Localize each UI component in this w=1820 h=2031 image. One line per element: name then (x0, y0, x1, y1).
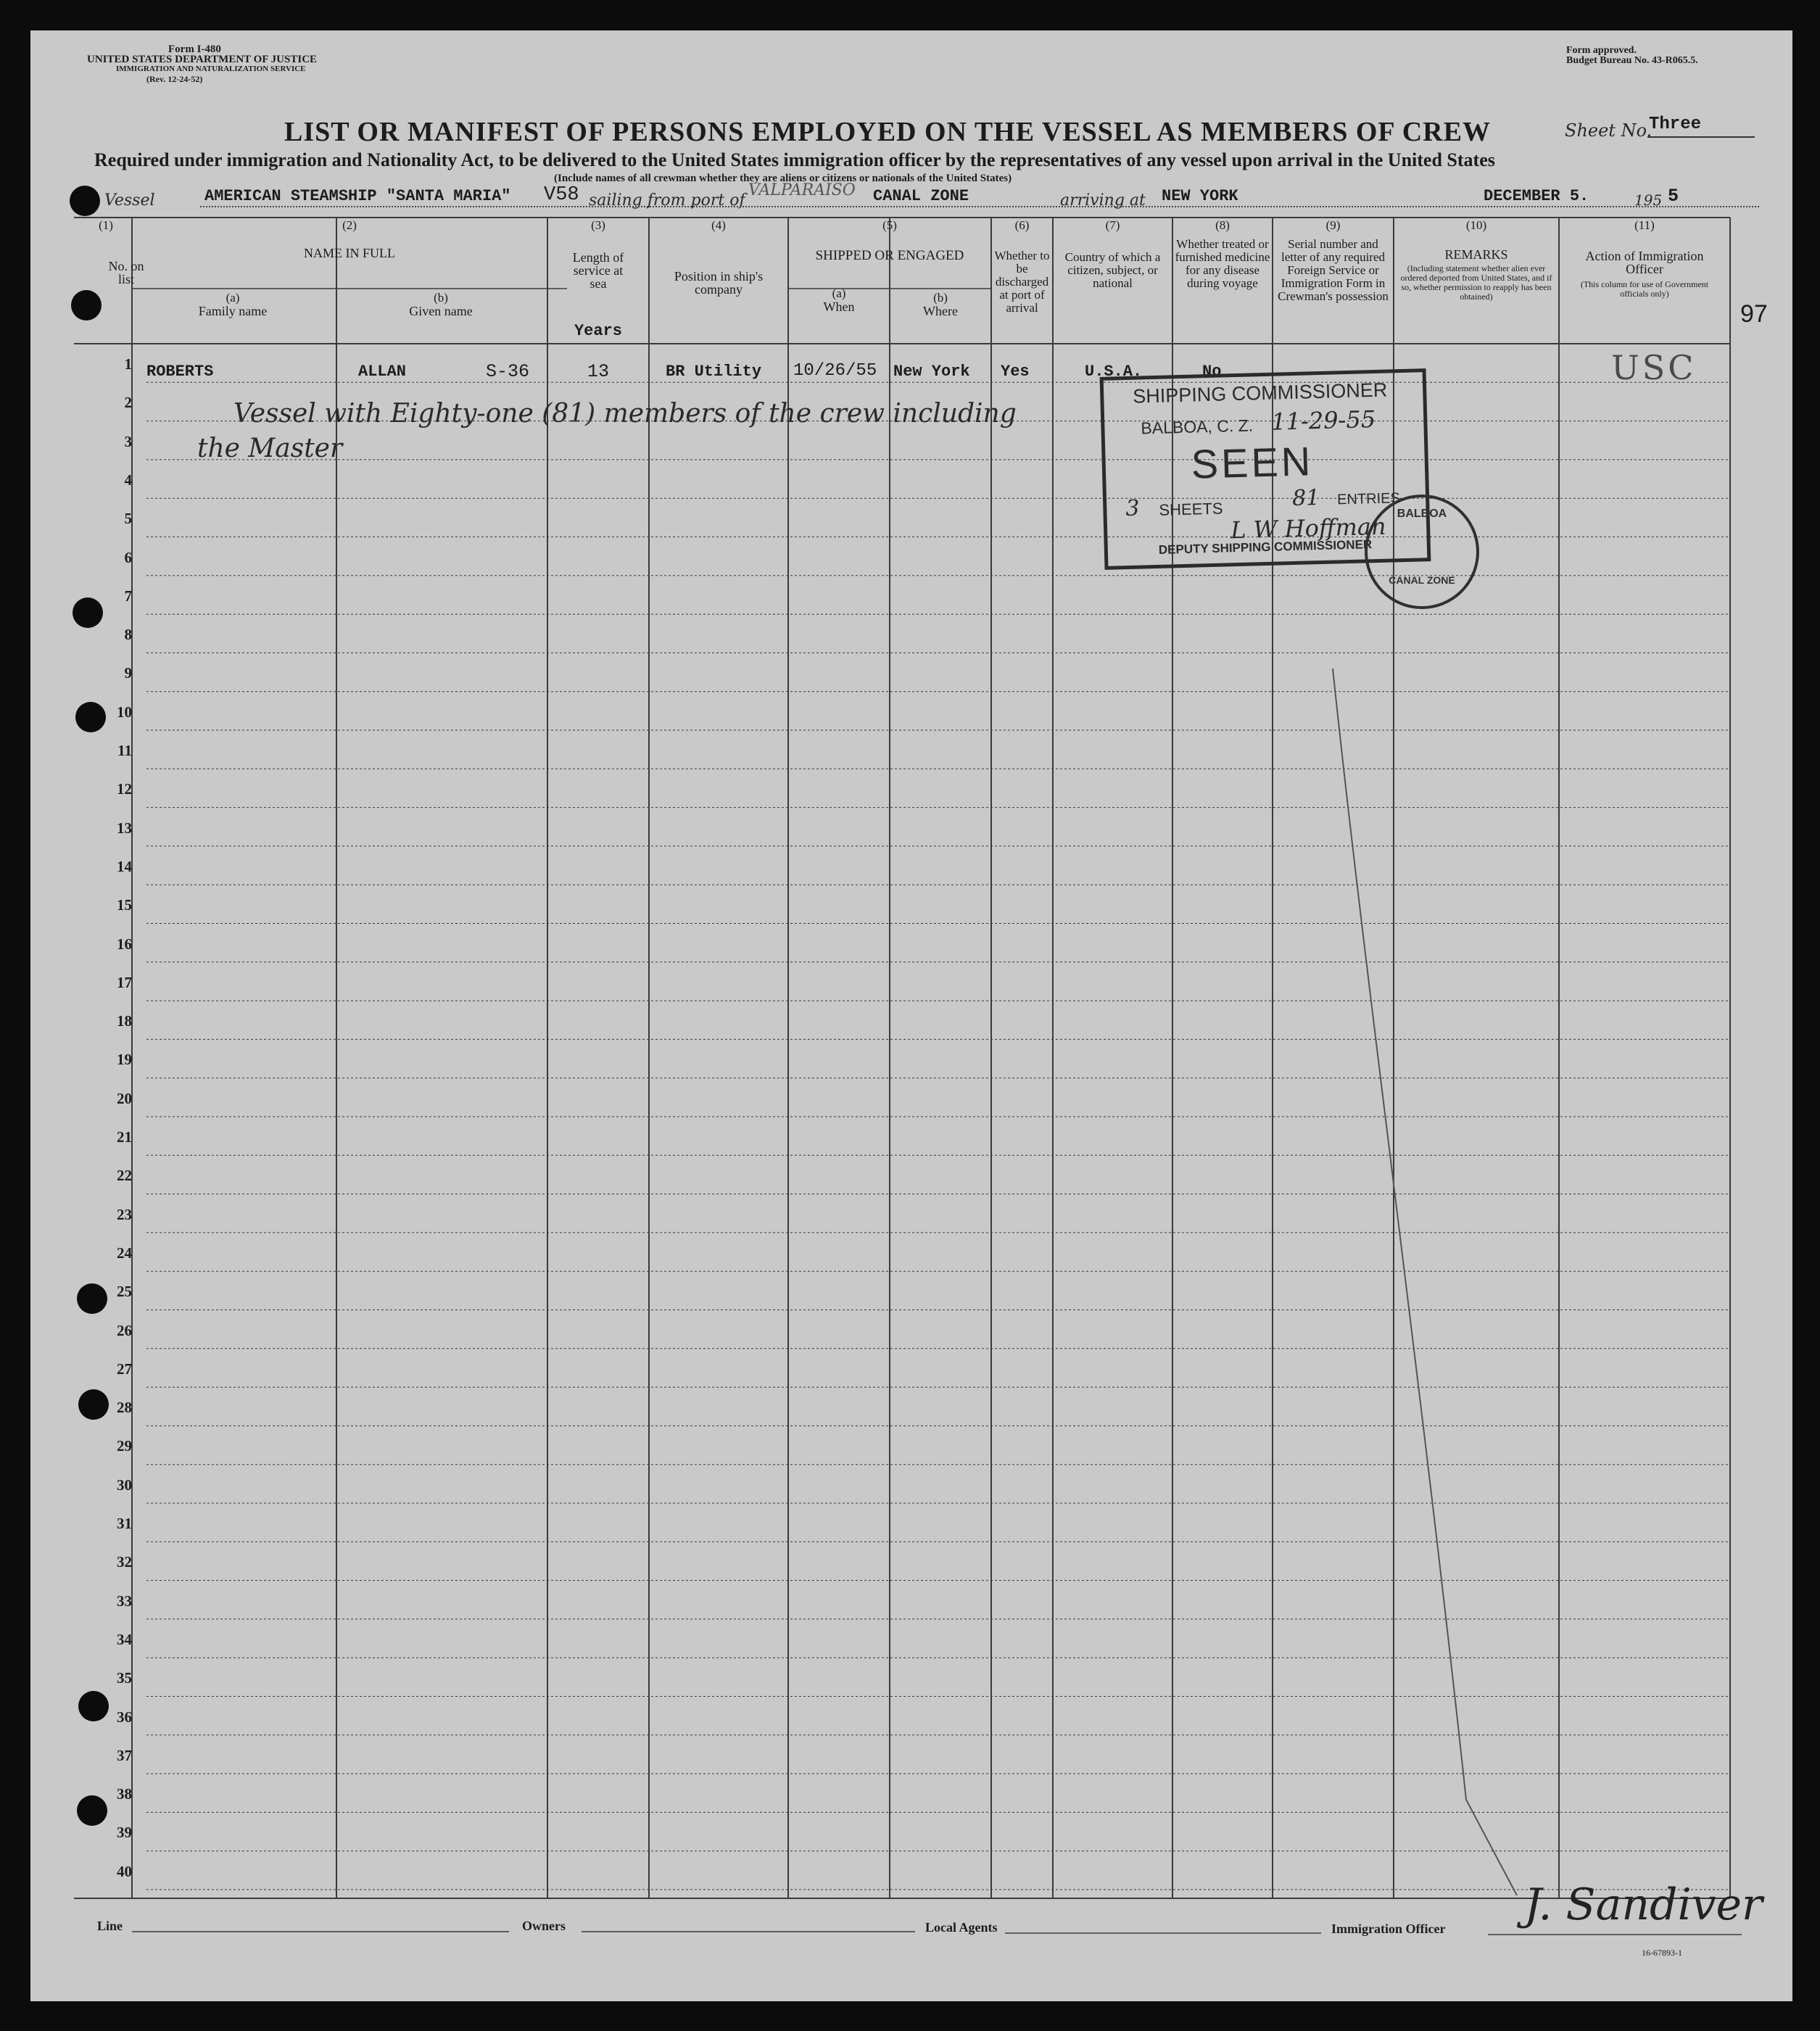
row-number: 2 (124, 394, 132, 412)
row-number: 40 (117, 1862, 132, 1880)
col4-number: (4) (711, 218, 726, 232)
service: IMMIGRATION AND NATURALIZATION SERVICE (116, 65, 306, 73)
year-prefix: 195 (1634, 191, 1663, 209)
punch-hole (71, 290, 102, 320)
footer-agents-label: Local Agents (925, 1920, 998, 1935)
entry-given-name: ALLAN (358, 363, 407, 381)
col1-number: (1) (99, 218, 113, 232)
seal-top: BALBOA (1397, 508, 1447, 520)
row-number: 30 (117, 1476, 132, 1494)
sheet-value: Three (1649, 115, 1702, 134)
year-suffix: 5 (1668, 186, 1679, 207)
col2b-number: (b) (434, 291, 448, 305)
row-number: 25 (117, 1283, 132, 1301)
punch-hole (77, 1283, 107, 1314)
row-number: 31 (117, 1515, 132, 1532)
stray-pen-line (1333, 669, 1517, 1895)
revision: (Rev. 12-24-52) (146, 74, 203, 84)
entry-where: New York (893, 363, 970, 381)
footer-owners-label: Owners (522, 1919, 566, 1933)
stamp-deputy: DEPUTY SHIPPING COMMISSIONER (1158, 537, 1373, 557)
arriving-label: arriving at (1060, 191, 1146, 210)
col8-label: Whether treated or furnished medicine for any disease during voyage (1175, 237, 1270, 290)
form-title: LIST OR MANIFEST OF PERSONS EMPLOYED ON THE VESSEL AS MEMBERS OF CREW (284, 117, 1491, 147)
row-number: 37 (117, 1746, 132, 1764)
entry-action: USC (1611, 348, 1697, 387)
row-number: 12 (117, 780, 132, 798)
entry-position: BR Utility (666, 363, 762, 381)
row-number: 7 (124, 587, 132, 605)
row-number: 16 (117, 935, 132, 953)
col10-number: (10) (1465, 218, 1487, 232)
entry-years: 13 (587, 361, 609, 382)
row-number: 39 (117, 1824, 132, 1842)
stamp-signature: L W Hoffman (1230, 512, 1386, 545)
row-number: 32 (117, 1553, 132, 1571)
col5-number: (5) (882, 218, 897, 232)
col6-label: Whether to be discharged at port of arrival (994, 249, 1050, 315)
row-number: 33 (117, 1592, 132, 1610)
row-number: 15 (117, 896, 132, 914)
stamp-sheets-count: 3 (1125, 495, 1140, 522)
punch-hole (78, 1691, 109, 1721)
row-number: 19 (117, 1051, 132, 1069)
row-number: 23 (117, 1205, 132, 1223)
row-number: 17 (117, 973, 132, 991)
col11-label: Action of Immigration Officer (1585, 249, 1704, 276)
row-number: 9 (124, 664, 132, 682)
col10-note: (Including statement whether alien ever ordered deported from United States, and if so, whether permission to reapply has been obtained) (1400, 263, 1552, 302)
stamp-sheets-label: SHEETS (1159, 499, 1223, 519)
handwritten-note-line1: Vessel with Eighty-one (81) members of the crew including (233, 399, 1017, 429)
stamp-entries-label: ENTRIES (1336, 490, 1401, 508)
col7-label: Country of which a citizen, subject, or national (1064, 250, 1161, 290)
footer-officer-label: Immigration Officer (1331, 1922, 1446, 1936)
arriving-value: NEW YORK (1162, 187, 1238, 205)
sailing-label: sailing from port of (589, 191, 745, 210)
row-number: 1 (124, 355, 132, 373)
col11-number: (11) (1634, 218, 1655, 232)
row-number: 14 (117, 857, 132, 875)
seal-bottom: CANAL ZONE (1389, 574, 1455, 586)
entry-medicine: No (1202, 363, 1222, 381)
footer-officer-signature: J. Sandiver (1524, 1879, 1763, 1930)
col5a-number: (a) (832, 286, 846, 300)
punch-hole (73, 597, 103, 628)
form-number: Form I-480 (168, 44, 221, 55)
col4-label: Position in ship's company (674, 269, 764, 297)
footer-print-code: 16-67893-1 (1642, 1948, 1682, 1958)
row-number: 6 (124, 548, 132, 566)
form-subtitle: Required under immigration and Nationality Act, to be delivered to the United States immigration officer by the representatives of any vessel upon arrival in the United States (94, 149, 1495, 170)
row-number: 20 (117, 1089, 132, 1107)
col3-number: (3) (591, 218, 605, 232)
manifest-table (30, 30, 1792, 2001)
row-number: 24 (117, 1244, 132, 1262)
col10-label: REMARKS (1444, 247, 1508, 262)
include-note: (Include names of all crewman whether they are aliens or citizens or nationals of the United States) (554, 173, 1012, 184)
col5b-number: (b) (933, 291, 948, 305)
stamp-date: 11-29-55 (1270, 405, 1376, 436)
col2b-label: Given name (409, 304, 473, 318)
col9-number: (9) (1325, 218, 1341, 232)
col2-label: NAME IN FULL (304, 246, 395, 260)
col8-number: (8) (1215, 218, 1230, 232)
col2-number: (2) (342, 218, 357, 232)
stamp-seen: SEEN (1190, 438, 1315, 487)
stamp-title: SHIPPING COMMISSIONER (1132, 379, 1388, 408)
voyage-value: V58 (544, 184, 579, 206)
row-number: 8 (124, 626, 132, 644)
row-number: 36 (117, 1708, 132, 1726)
entry-family-name: ROBERTS (146, 363, 214, 381)
row-number: 18 (117, 1012, 132, 1030)
stamp-entries-count: 81 (1291, 485, 1320, 512)
entry-discharged: Yes (1001, 363, 1030, 381)
row-number: 27 (117, 1360, 132, 1378)
entry-when: 10/26/55 (793, 361, 877, 381)
vessel-label: Vessel (104, 191, 155, 210)
punch-hole (70, 186, 100, 216)
row-number: 10 (117, 703, 132, 721)
footer-line-label: Line (97, 1919, 123, 1933)
form-approved: Form approved. (1566, 45, 1637, 56)
col2a-label: Family name (198, 304, 268, 318)
col3-unit: Years (574, 322, 622, 340)
entry-serial: S-36 (486, 361, 530, 382)
col11-note: (This column for use of Government officials only) (1580, 279, 1709, 299)
row-number: 11 (117, 742, 132, 759)
row-number: 21 (117, 1128, 132, 1146)
manifest-sheet (30, 30, 1792, 2001)
vessel-value: AMERICAN STEAMSHIP "SANTA MARIA" (204, 187, 511, 205)
col5-label: SHIPPED OR ENGAGED (815, 248, 964, 263)
department: UNITED STATES DEPARTMENT OF JUSTICE (87, 54, 318, 65)
handwritten-note-line2: the Master (197, 434, 343, 463)
row-number: 3 (124, 432, 132, 450)
col5a-label: When (823, 299, 855, 314)
col9-label: Serial number and letter of any required Foreign Service or Immigration Form in Crewman's possession (1278, 237, 1389, 303)
row-number: 22 (117, 1167, 132, 1185)
stamp-place: BALBOA, C. Z. (1141, 415, 1254, 438)
sheet-label: Sheet No. (1565, 120, 1653, 141)
col6-number: (6) (1014, 218, 1030, 232)
row-number: 29 (117, 1437, 132, 1455)
punch-hole (75, 702, 106, 732)
col5b-label: Where (923, 304, 958, 318)
row-number: 4 (124, 471, 132, 489)
col1-label: No. on list (108, 259, 144, 286)
punch-hole (78, 1389, 109, 1420)
page-number: 97 (1740, 300, 1768, 328)
row-number: 28 (117, 1399, 132, 1417)
budget-bureau: Budget Bureau No. 43-R065.5. (1566, 55, 1698, 66)
row-number: 34 (117, 1630, 132, 1648)
col2a-number: (a) (226, 291, 240, 305)
entry-country: U.S.A. (1085, 363, 1143, 381)
row-number: 26 (117, 1321, 132, 1339)
row-number: 35 (117, 1669, 132, 1687)
row-number: 13 (117, 819, 132, 837)
row-number: 5 (124, 510, 132, 528)
punch-hole (77, 1795, 107, 1826)
sailing-value: CANAL ZONE (873, 187, 969, 205)
col3-label: Length of service at sea (572, 250, 624, 291)
date-value: DECEMBER 5. (1484, 187, 1589, 205)
row-number: 38 (117, 1785, 132, 1803)
canal-zone-seal (1365, 495, 1479, 609)
col7-number: (7) (1105, 218, 1120, 232)
sailing-handwritten: VALPARAISO (748, 181, 856, 199)
